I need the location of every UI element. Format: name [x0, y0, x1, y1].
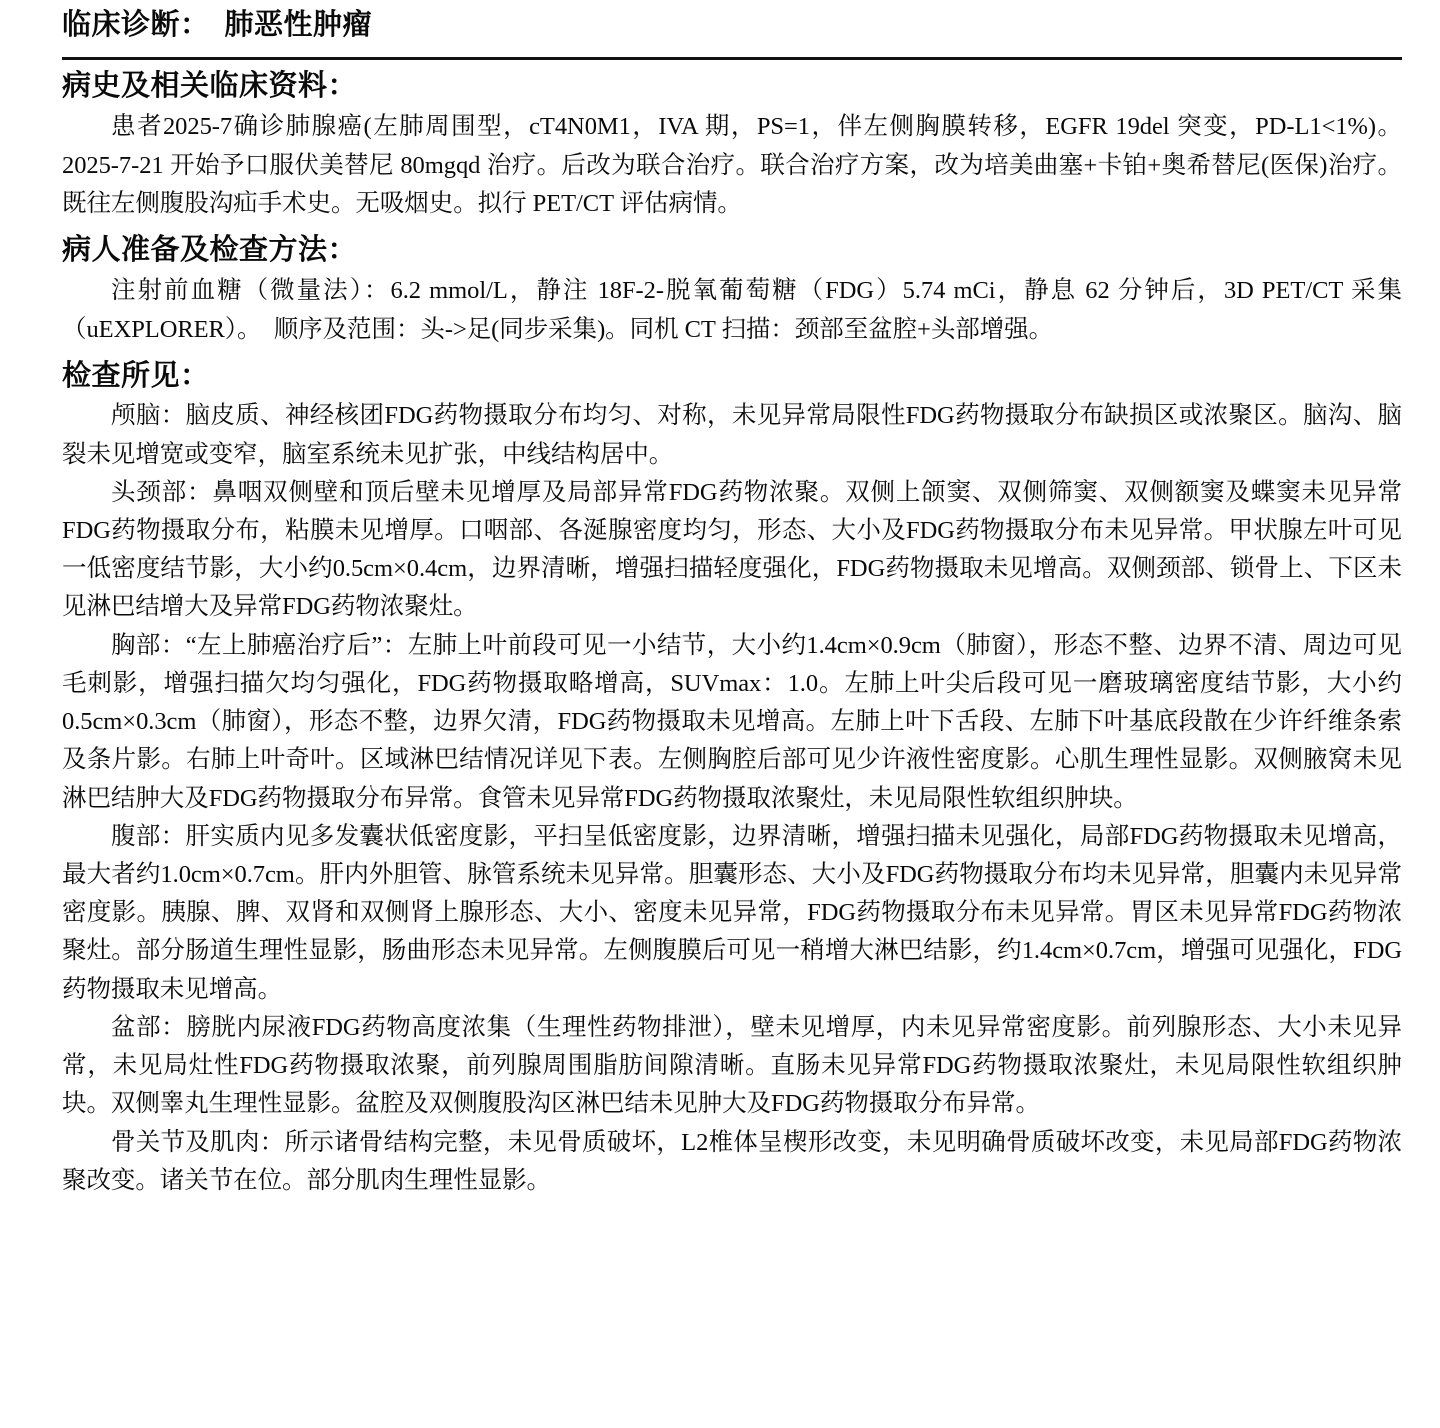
section-history [0, 68, 1440, 224]
header-divider-rule [62, 57, 1402, 60]
section-heading-findings: 检查所见： [62, 359, 210, 392]
section-preparation [0, 232, 1440, 349]
section-heading-history: 病史及相关临床资料： [62, 70, 358, 103]
findings-paragraph-head-neck: 头颈部：鼻咽双侧壁和顶后壁未见增厚及局部异常FDG药物浓聚。双侧上颌窦、双侧筛窦、双侧额窦及蝶窦未见异常FDG药物摄取分布，粘膜未见增厚。口咽部、各涎腺密度均匀，形态、大小及FDG药物摄取分布未见异常。甲状腺左叶可见一低密度结节影，大小约0.5cm×0.4cm，边界清晰，增强扫描轻度强化，FDG药物摄取未见增高。双侧颈部、锁骨上、下区未见淋巴结增大及异常FDG药物浓聚灶。 [62, 478, 1402, 621]
findings-paragraph-pelvis: 盆部：膀胱内尿液FDG药物高度浓集（生理性药物排泄），壁未见增厚，内未见异常密度影。前列腺形态、大小未见异常，未见局灶性FDG药物摄取浓聚，前列腺周围脂肪间隙清晰。直肠未见异常FDG药物摄取浓聚灶，未见局限性软组织肿块。双侧睾丸生理性显影。盆腔及双侧腹股沟区淋巴结未见肿大及FDG药物摄取分布异常。 [62, 1013, 1402, 1118]
section-findings [0, 358, 1440, 1200]
findings-paragraph-brain: 颅脑：脑皮质、神经核团FDG药物摄取分布均匀、对称，未见异常局限性FDG药物摄取分布缺损区或浓聚区。脑沟、脑裂未见增宽或变窄，脑室系统未见扩张，中线结构居中。 [62, 402, 1402, 468]
findings-paragraph-chest: 胸部：“左上肺癌治疗后”：左肺上叶前段可见一小结节，大小约1.4cm×0.9cm（肺窗），形态不整、边界不清、周边可见毛刺影，增强扫描欠均匀强化，FDG药物摄取略增高，SUVmax：1.0。左肺上叶尖后段可见一磨玻璃密度结节影，大小约0.5cm×0.3cm（肺窗），形态不整，边界欠清，FDG药物摄取未见增高。左肺上叶下舌段、左肺下叶基底段散在少许纤维条索及条片影。右肺上叶奇叶。区域淋巴结情况详见下表。左侧胸腔后部可见少许液性密度影。心肌生理性显影。双侧腋窝未见淋巴结肿大及FDG药物摄取分布异常。食管未见异常FDG药物摄取浓聚灶，未见局限性软组织肿块。 [62, 631, 1402, 812]
clinical-diagnosis-line: 临床诊断： 肺恶性肿瘤 [62, 9, 373, 41]
findings-paragraph-bone-muscle: 骨关节及肌肉：所示诸骨结构完整，未见骨质破坏，L2椎体呈楔形改变，未见明确骨质破坏改变，未见局部FDG药物浓聚改变。诸关节在位。部分肌肉生理性显影。 [62, 1128, 1402, 1194]
findings-paragraph-abdomen: 腹部：肝实质内见多发囊状低密度影，平扫呈低密度影，边界清晰，增强扫描未见强化，局部FDG药物摄取未见增高，最大者约1.0cm×0.7cm。肝内外胆管、脉管系统未见异常。胆囊形态、大小及FDG药物摄取分布均未见异常，胆囊内未见异常密度影。胰腺、脾、双肾和双侧肾上腺形态、大小、密度未见异常，FDG药物摄取分布未见异常。胃区未见异常FDG药物浓聚灶。部分肠道生理性显影，肠曲形态未见异常。左侧腹膜后可见一稍增大淋巴结影，约1.4cm×0.7cm，增强可见强化，FDG药物摄取未见增高。 [62, 822, 1402, 1003]
clinical-diagnosis-header [62, 0, 1402, 51]
preparation-paragraph: 注射前血糖（微量法）：6.2 mmol/L，静注 18F-2-脱氧葡萄糖（FDG）5.74 mCi，静息 62 分钟后，3D PET/CT 采集（uEXPLORER）。 顺序及范围：头->足(同步采集)。同机 CT 扫描：颈部至盆腔+头部增强。 [62, 277, 1402, 343]
history-paragraph: 患者2025-7确诊肺腺癌(左肺周围型，cT4N0M1，IVA 期，PS=1，伴左侧胸膜转移，EGFR 19del 突变，PD-L1<1%)。2025-7-21 开始予口服伏美替尼 80mgqd 治疗。后改为联合治疗。联合治疗方案，改为培美曲塞+卡铂+奥希替尼(医保)治疗。既往左侧腹股沟疝手术史。无吸烟史。拟行 PET/CT 评估病情。 [62, 112, 1402, 218]
section-heading-preparation: 病人准备及检查方法： [62, 234, 358, 267]
